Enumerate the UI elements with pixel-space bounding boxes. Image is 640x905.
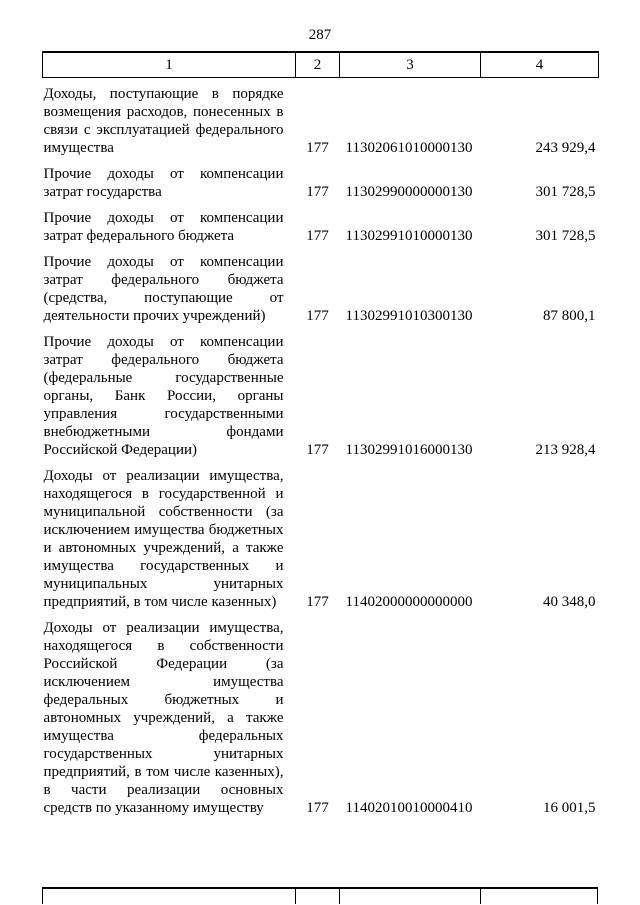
amount-cell: 16 001,5: [543, 800, 596, 816]
column-header-4: 4: [481, 52, 599, 78]
table-row: [43, 202, 599, 246]
admin-code-cell: 177: [306, 594, 329, 610]
table-header-row: [43, 52, 599, 78]
column-border-stub: [42, 889, 43, 904]
page-bottom-table-rule: [42, 887, 598, 889]
table-row: [43, 78, 599, 159]
amount-cell: 301 728,5: [535, 184, 596, 200]
revenue-name-cell: Доходы, поступающие в порядке возмещения расходов, понесенных в связи с эксплуатацией федерального имущества: [43, 86, 284, 156]
amount-cell: 40 348,0: [543, 594, 596, 610]
table-row: [43, 158, 599, 202]
revenue-name-cell: Прочие доходы от компенсации затрат федерального бюджета (федеральные государственные органы, Банк России, органы управления государственными внебюджетными фондами Российской Федерации): [43, 334, 284, 458]
budget-code-cell: 11302991016000130: [345, 442, 473, 458]
revenue-name-cell: Прочие доходы от компенсации затрат федерального бюджета (средства, поступающие от деятельности прочих учреждений): [43, 254, 284, 324]
amount-cell: 213 928,4: [535, 442, 596, 458]
budget-revenue-table: [42, 51, 599, 818]
admin-code-cell: 177: [306, 800, 329, 816]
table-row: [43, 246, 599, 326]
budget-code-cell: 11302061010000130: [345, 140, 473, 156]
column-header-1: 1: [43, 52, 296, 78]
revenue-name-cell: Доходы от реализации имущества, находящегося в собственности Российской Федерации (за исключением имущества федеральных бюджетных и автономных учреждений, а также имущества федеральных государственных унитарных предприятий, в том числе казенных), в части реализации основных средств по указанному имуществу: [43, 620, 284, 816]
column-border-stub: [295, 889, 296, 904]
table-body: [43, 78, 599, 819]
column-border-stub: [480, 889, 481, 904]
admin-code-cell: 177: [306, 184, 329, 200]
budget-code-cell: 11302991010000130: [345, 228, 473, 244]
budget-code-cell: 11402010010000410: [345, 800, 473, 816]
column-header-3: 3: [340, 52, 481, 78]
revenue-name-cell: Прочие доходы от компенсации затрат федерального бюджета: [43, 210, 284, 244]
budget-code-cell: 11402000000000000: [345, 594, 473, 610]
table-row: [43, 612, 599, 818]
page-number: 287: [308, 27, 332, 43]
budget-code-cell: 11302990000000130: [345, 184, 473, 200]
admin-code-cell: 177: [306, 308, 329, 324]
column-border-stub: [339, 889, 340, 904]
budget-code-cell: 11302991010300130: [345, 308, 473, 324]
table-row: [43, 460, 599, 612]
amount-cell: 87 800,1: [543, 308, 596, 324]
admin-code-cell: 177: [306, 228, 329, 244]
revenue-name-cell: Доходы от реализации имущества, находящегося в государственной и муниципальной собственности (за исключением имущества бюджетных и автономных учреждений, а также имущества государственных и муниципальных унитарных предприятий, в том числе казенных): [43, 468, 284, 610]
column-header-2: 2: [296, 52, 340, 78]
column-border-stub: [597, 889, 598, 904]
amount-cell: 243 929,4: [535, 140, 596, 156]
table-row: [43, 326, 599, 460]
revenue-name-cell: Прочие доходы от компенсации затрат государства: [43, 166, 284, 200]
admin-code-cell: 177: [306, 442, 329, 458]
admin-code-cell: 177: [306, 140, 329, 156]
amount-cell: 301 728,5: [535, 228, 596, 244]
